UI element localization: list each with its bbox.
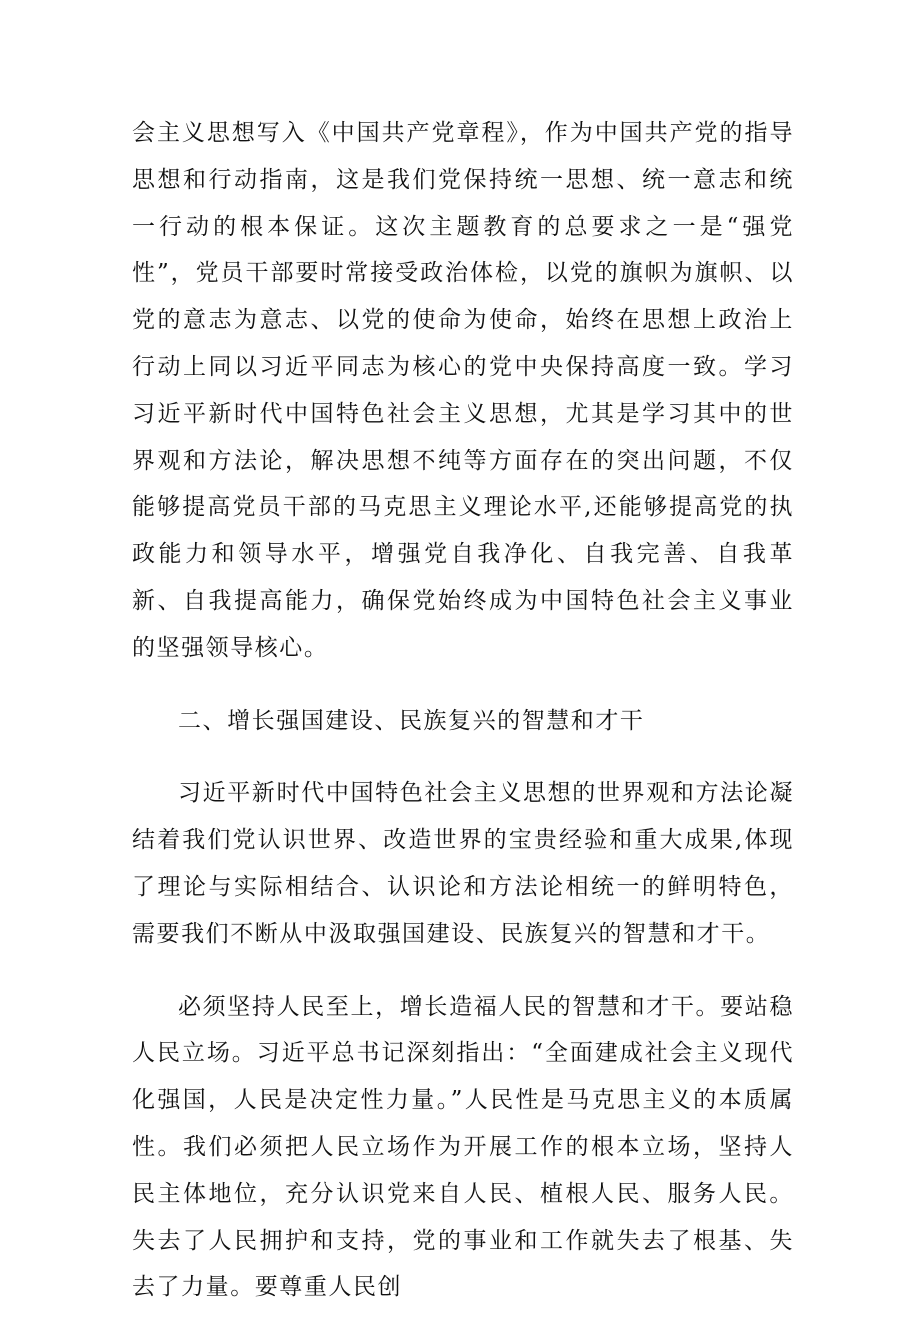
section-heading: 二、增长强国建设、民族复兴的智慧和才干 [178,707,645,734]
paragraph-intro: 习近平新时代中国特色社会主义思想的世界观和方法论凝结着我们党认识世界、改造世界的宝贵经验和重大成果,体现了理论与实际相结合、认识论和方法论相统一的鲜明特色，需要我们不断从中汲取强国建设、民族复兴的智慧和才干。 [132,780,794,947]
paragraph-continuation: 会主义思想写入《中国共产党章程》，作为中国共产党的指导思想和行动指南，这是我们党保持统一思想、统一意志和统一行动的根本保证。这次主题教育的总要求之一是“强党性”，党员干部要时常接受政治体检，以党的旗帜为旗帜、以党的意志为意志、以党的使命为使命，始终在思想上政治上行动上同以习近平同志为核心的党中央保持高度一致。学习习近平新时代中国特色社会主义思想，尤其是学习其中的世界观和方法论，解决思想不纯等方面存在的突出问题，不仅能够提高党员干部的马克思主义理论水平,还能够提高党的执政能力和领导水平，增强党自我净化、自我完善、自我革新、自我提高能力，确保党始终成为中国特色社会主义事业的坚强领导核心。 [132,120,794,661]
paragraph-people-first: 必须坚持人民至上，增长造福人民的智慧和才干。要站稳人民立场。习近平总书记深刻指出：“全面建成社会主义现代化强国，人民是决定性力量。”人民性是马克思主义的本质属性。我们必须把人民立场作为开展工作的根本立场，坚持人民主体地位，充分认识党来自人民、植根人民、服务人民。失去了人民拥护和支持，党的事业和工作就失去了根基、失去了力量。要尊重人民创 [132,993,794,1301]
document-body [132,110,794,1337]
